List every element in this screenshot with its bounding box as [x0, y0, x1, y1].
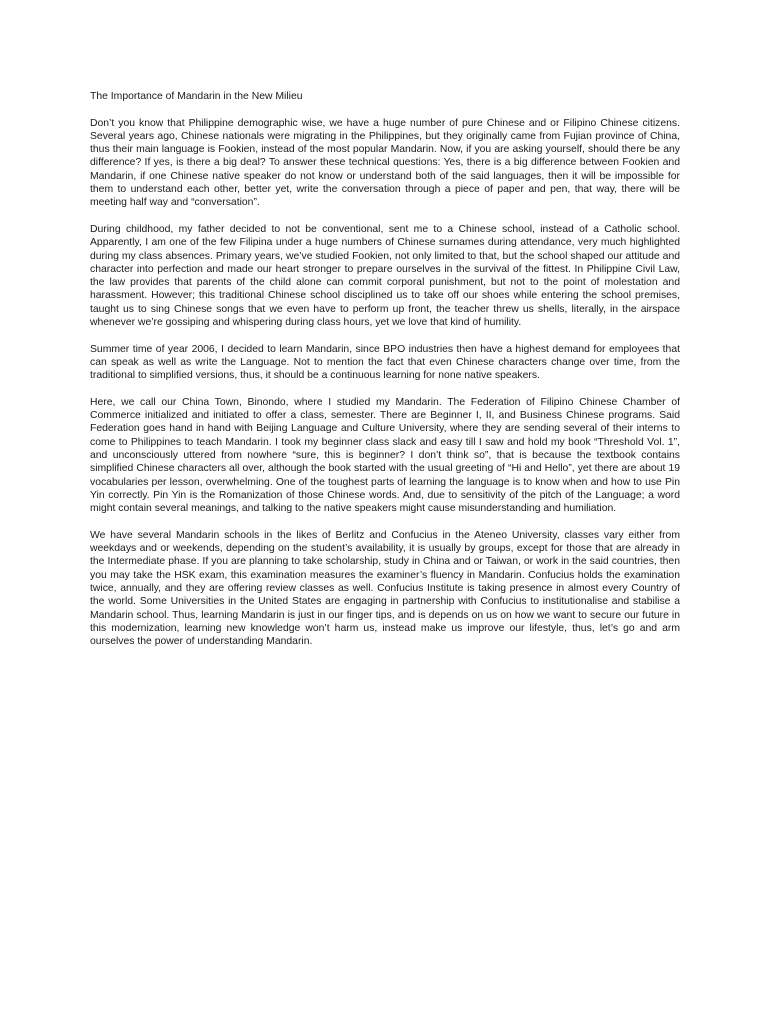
- document-title: The Importance of Mandarin in the New Milieu: [90, 91, 303, 102]
- paragraph-binondo: Here, we call our China Town, Binondo, where I studied my Mandarin. The Federation of Filipino Chinese Chamber of Commerce initialized and initiated to offer a class, semester. There are Beginner I, II, and Business Chinese programs. Said Federation goes hand in hand with Beijing Language and Culture University, where they are sending several of their interns to come to Philippines to teach Mandarin. I took my beginner class slack and easy till I saw and hold my book “Threshold Vol. 1”, and unconsciously uttered from nowhere “sure, this is beginner? I don’t think so”, that is because the textbook contains simplified Chinese characters all over, although the book started with the usual greeting of “Hi and Hello”, yet there are about 19 vocabularies per lesson, overwhelming. One of the toughest parts of learning the language is to know when and how to use Pin Yin correctly. Pin Yin is the Romanization of those Chinese words. And, due to sensitivity of the pitch of the Language; a word might contain several meanings, and talking to the native speakers might cause misunderstanding and humiliation.: [90, 396, 680, 515]
- paragraph-childhood: During childhood, my father decided to not be conventional, sent me to a Chinese school, instead of a Catholic school. Apparently, I am one of the few Filipina under a huge numbers of Chinese surnames during attendance, very much highlighted during my class absences. Primary years, we’ve studied Fookien, not only limited to that, but the school shaped our attitude and character into perfection and made our heart stronger to prepare ourselves in the survival of the fittest. In Philippine Civil Law, the law provides that parents of the child alone can commit corporal punishment, but not to the point of molestation and harassment. However; this traditional Chinese school disciplined us to take off our shoes while entering the school premises, taught us to sing Chinese songs that we even have to perform up front, the teacher threw us shells, literally, in the airspace whenever we’re gossiping and whispering during class hours, yet we love that kind of humility.: [90, 223, 680, 329]
- paragraph-mandarin-schools: We have several Mandarin schools in the likes of Berlitz and Confucius in the Ateneo University, classes vary either from weekdays and or weekends, depending on the student’s availability, it is usually by groups, except for those that are already in the Intermediate phase. If you are planning to take scholarship, study in China and or Taiwan, or work in the said countries, then you may take the HSK exam, this examination measures the examiner’s fluency in Mandarin. Confucius holds the examination twice, annually, and they are offering review classes as well. Confucius Institute is taking presence in almost every Country of the world. Some Universities in the United States are engaging in partnership with Confucius to institutionalise and stabilise a Mandarin school. Thus, learning Mandarin is just in our finger tips, and is depends on us on how we want to secure our future in this modernization, learning new knowledge won’t harm us, instead make us improve our lifestyle, thus, let’s go and arm ourselves the power of understanding Mandarin.: [90, 529, 680, 648]
- document-page: [90, 90, 680, 662]
- paragraph-demographics: Don’t you know that Philippine demographic wise, we have a huge number of pure Chinese and or Filipino Chinese citizens. Several years ago, Chinese nationals were migrating in the Philippines, but they originally came from Fujian province of China, thus their main language is Fookien, instead of the most popular Mandarin. Now, if you are asking yourself, should there be any difference? If yes, is there a big deal? To answer these technical questions: Yes, there is a big difference between Fookien and Mandarin, if one Chinese native speaker do not know or understand both of the said languages, then it will be impossible for them to understand each other, better yet, write the conversation through a piece of paper and pen, that way, there will be meeting half way and “conversation”.: [90, 117, 680, 209]
- paragraph-summer-2006: Summer time of year 2006, I decided to learn Mandarin, since BPO industries then have a highest demand for employees that can speak as well as write the Language. Not to mention the fact that even Chinese characters change over time, from the traditional to simplified versions, thus, it should be a continuous learning for none native speakers.: [90, 343, 680, 382]
